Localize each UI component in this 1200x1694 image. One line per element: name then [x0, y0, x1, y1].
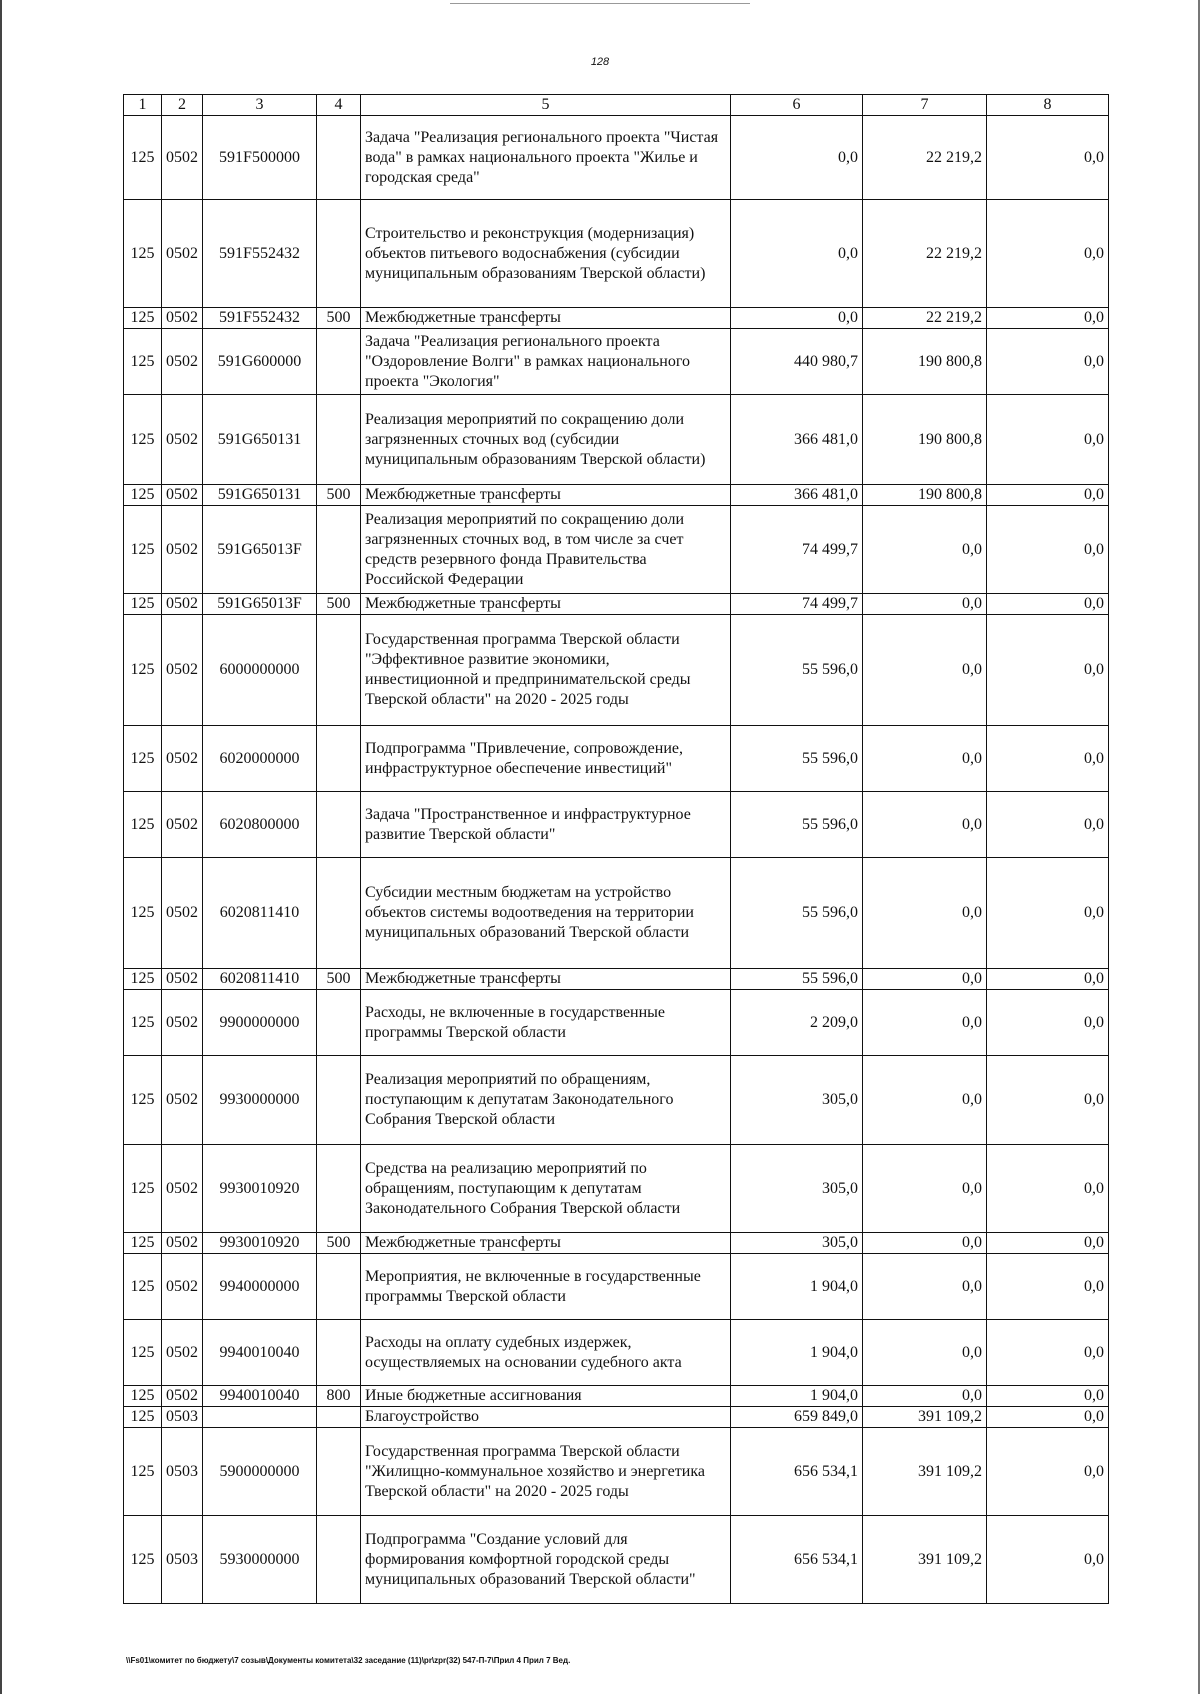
- cell-admin-code: 125: [124, 990, 162, 1056]
- cell-amount-8: 0,0: [987, 990, 1109, 1056]
- cell-amount-7: 0,0: [863, 594, 987, 615]
- cell-amount-7: 0,0: [863, 990, 987, 1056]
- cell-admin-code: 125: [124, 594, 162, 615]
- cell-target-article: 6020800000: [203, 792, 317, 858]
- cell-section-code: 0502: [162, 1386, 203, 1407]
- cell-admin-code: 125: [124, 792, 162, 858]
- cell-description: Задача "Реализация регионального проекта "Оздоровление Волги" в рамках национального проекта "Экология": [361, 329, 731, 395]
- cell-admin-code: 125: [124, 858, 162, 969]
- cell-expense-type: [317, 1516, 361, 1604]
- cell-amount-6: 305,0: [731, 1145, 863, 1233]
- scan-edge-top: [450, 3, 750, 4]
- cell-target-article: 6020811410: [203, 969, 317, 990]
- cell-amount-6: 0,0: [731, 308, 863, 329]
- budget-table: [123, 94, 1109, 1604]
- cell-target-article: 6020000000: [203, 726, 317, 792]
- cell-target-article: 591G600000: [203, 329, 317, 395]
- cell-section-code: 0502: [162, 594, 203, 615]
- cell-admin-code: 125: [124, 395, 162, 485]
- cell-target-article: 591F552432: [203, 308, 317, 329]
- cell-target-article: 591G65013F: [203, 594, 317, 615]
- cell-amount-8: 0,0: [987, 1233, 1109, 1254]
- table-row: [124, 1145, 1109, 1233]
- cell-target-article: 591F500000: [203, 116, 317, 200]
- cell-description: Строительство и реконструкция (модернизация) объектов питьевого водоснабжения (субсидии муниципальным образованиям Тверской области): [361, 200, 731, 308]
- cell-admin-code: 125: [124, 726, 162, 792]
- cell-amount-8: 0,0: [987, 1056, 1109, 1145]
- cell-section-code: 0502: [162, 395, 203, 485]
- cell-amount-7: 0,0: [863, 858, 987, 969]
- table-row: [124, 200, 1109, 308]
- cell-section-code: 0502: [162, 116, 203, 200]
- table-row: [124, 485, 1109, 506]
- cell-description: Мероприятия, не включенные в государственные программы Тверской области: [361, 1254, 731, 1320]
- cell-description: Подпрограмма "Привлечение, сопровождение, инфраструктурное обеспечение инвестиций": [361, 726, 731, 792]
- cell-admin-code: 125: [124, 506, 162, 594]
- table-row: [124, 1056, 1109, 1145]
- cell-admin-code: 125: [124, 615, 162, 726]
- cell-section-code: 0502: [162, 506, 203, 594]
- table-row: [124, 726, 1109, 792]
- cell-section-code: 0502: [162, 200, 203, 308]
- column-header: 6: [731, 95, 863, 116]
- cell-admin-code: 125: [124, 308, 162, 329]
- cell-expense-type: [317, 1407, 361, 1428]
- cell-description: Межбюджетные трансферты: [361, 594, 731, 615]
- cell-amount-6: 305,0: [731, 1056, 863, 1145]
- cell-target-article: 591F552432: [203, 200, 317, 308]
- cell-admin-code: 125: [124, 1386, 162, 1407]
- cell-amount-6: 366 481,0: [731, 485, 863, 506]
- cell-section-code: 0502: [162, 1056, 203, 1145]
- cell-amount-8: 0,0: [987, 395, 1109, 485]
- table-row: [124, 969, 1109, 990]
- cell-expense-type: [317, 1320, 361, 1386]
- cell-target-article: 5900000000: [203, 1428, 317, 1516]
- cell-admin-code: 125: [124, 1233, 162, 1254]
- cell-amount-8: 0,0: [987, 1516, 1109, 1604]
- cell-amount-7: 22 219,2: [863, 308, 987, 329]
- cell-description: Межбюджетные трансферты: [361, 1233, 731, 1254]
- table-header-row: [124, 95, 1109, 116]
- cell-amount-7: 0,0: [863, 1145, 987, 1233]
- footer-file-path: \\Fs01\комитет по бюджету\7 созыв\Документы комитета\32 заседание (11)\pr\zpr(32) 547-П-7\Прил 4 Прил 7 Вед.: [126, 1656, 571, 1665]
- cell-amount-7: 190 800,8: [863, 485, 987, 506]
- cell-amount-8: 0,0: [987, 726, 1109, 792]
- cell-section-code: 0502: [162, 1320, 203, 1386]
- cell-description: Расходы, не включенные в государственные программы Тверской области: [361, 990, 731, 1056]
- cell-expense-type: 500: [317, 1233, 361, 1254]
- cell-section-code: 0502: [162, 1145, 203, 1233]
- table-row: [124, 1407, 1109, 1428]
- cell-description: Реализация мероприятий по сокращению доли загрязненных сточных вод, в том числе за счет средств резервного фонда Правительства Российской Федерации: [361, 506, 731, 594]
- cell-description: Задача "Реализация регионального проекта "Чистая вода" в рамках национального проекта "Жилье и городская среда": [361, 116, 731, 200]
- cell-amount-7: 0,0: [863, 792, 987, 858]
- cell-expense-type: [317, 1428, 361, 1516]
- cell-target-article: 5930000000: [203, 1516, 317, 1604]
- cell-amount-8: 0,0: [987, 1320, 1109, 1386]
- cell-target-article: 6020811410: [203, 858, 317, 969]
- cell-amount-7: 0,0: [863, 1320, 987, 1386]
- cell-admin-code: 125: [124, 485, 162, 506]
- cell-section-code: 0502: [162, 1254, 203, 1320]
- cell-amount-7: 0,0: [863, 1254, 987, 1320]
- cell-amount-8: 0,0: [987, 1407, 1109, 1428]
- cell-expense-type: [317, 990, 361, 1056]
- cell-amount-7: 22 219,2: [863, 116, 987, 200]
- cell-amount-8: 0,0: [987, 116, 1109, 200]
- cell-amount-6: 1 904,0: [731, 1386, 863, 1407]
- cell-target-article: 591G650131: [203, 395, 317, 485]
- cell-amount-7: 391 109,2: [863, 1407, 987, 1428]
- cell-amount-8: 0,0: [987, 969, 1109, 990]
- cell-section-code: 0502: [162, 308, 203, 329]
- cell-amount-8: 0,0: [987, 1386, 1109, 1407]
- cell-amount-6: 366 481,0: [731, 395, 863, 485]
- table-row: [124, 615, 1109, 726]
- cell-section-code: 0502: [162, 990, 203, 1056]
- cell-amount-8: 0,0: [987, 506, 1109, 594]
- cell-description: Расходы на оплату судебных издержек, осуществляемых на основании судебного акта: [361, 1320, 731, 1386]
- cell-expense-type: [317, 1254, 361, 1320]
- table-row: [124, 1254, 1109, 1320]
- table-row: [124, 1386, 1109, 1407]
- cell-target-article: 9900000000: [203, 990, 317, 1056]
- cell-amount-6: 2 209,0: [731, 990, 863, 1056]
- cell-admin-code: 125: [124, 969, 162, 990]
- cell-admin-code: 125: [124, 1254, 162, 1320]
- cell-admin-code: 125: [124, 116, 162, 200]
- cell-expense-type: 500: [317, 594, 361, 615]
- cell-description: Реализация мероприятий по сокращению доли загрязненных сточных вод (субсидии муниципальным образованиям Тверской области): [361, 395, 731, 485]
- cell-section-code: 0503: [162, 1407, 203, 1428]
- cell-admin-code: 125: [124, 200, 162, 308]
- cell-section-code: 0502: [162, 792, 203, 858]
- table-row: [124, 792, 1109, 858]
- cell-amount-6: 656 534,1: [731, 1428, 863, 1516]
- cell-expense-type: [317, 329, 361, 395]
- table-row: [124, 858, 1109, 969]
- cell-expense-type: 500: [317, 308, 361, 329]
- cell-amount-8: 0,0: [987, 858, 1109, 969]
- cell-target-article: 9940010040: [203, 1320, 317, 1386]
- cell-amount-7: 0,0: [863, 506, 987, 594]
- cell-description: Реализация мероприятий по обращениям, поступающим к депутатам Законодательного Собрания Тверской области: [361, 1056, 731, 1145]
- cell-amount-7: 391 109,2: [863, 1516, 987, 1604]
- cell-expense-type: [317, 116, 361, 200]
- cell-section-code: 0502: [162, 485, 203, 506]
- cell-admin-code: 125: [124, 1145, 162, 1233]
- table-row: [124, 116, 1109, 200]
- cell-description: Государственная программа Тверской области "Жилищно-коммунальное хозяйство и энергетика Тверской области" на 2020 - 2025 годы: [361, 1428, 731, 1516]
- cell-expense-type: [317, 395, 361, 485]
- cell-section-code: 0503: [162, 1516, 203, 1604]
- cell-description: Государственная программа Тверской области "Эффективное развитие экономики, инвестиционной и предпринимательской среды Тверской области" на 2020 - 2025 годы: [361, 615, 731, 726]
- cell-amount-6: 305,0: [731, 1233, 863, 1254]
- cell-target-article: 9940010040: [203, 1386, 317, 1407]
- cell-expense-type: [317, 1145, 361, 1233]
- cell-description: Субсидии местным бюджетам на устройство объектов системы водоотведения на территории муниципальных образований Тверской области: [361, 858, 731, 969]
- table-row: [124, 506, 1109, 594]
- cell-amount-6: 659 849,0: [731, 1407, 863, 1428]
- cell-description: Межбюджетные трансферты: [361, 485, 731, 506]
- cell-amount-8: 0,0: [987, 308, 1109, 329]
- cell-amount-7: 22 219,2: [863, 200, 987, 308]
- cell-section-code: 0502: [162, 1233, 203, 1254]
- cell-expense-type: [317, 615, 361, 726]
- table-row: [124, 1233, 1109, 1254]
- table-row: [124, 395, 1109, 485]
- column-header: 1: [124, 95, 162, 116]
- cell-amount-8: 0,0: [987, 200, 1109, 308]
- cell-amount-7: 0,0: [863, 1386, 987, 1407]
- cell-amount-6: 74 499,7: [731, 594, 863, 615]
- table-row: [124, 1428, 1109, 1516]
- cell-expense-type: [317, 506, 361, 594]
- cell-description: Межбюджетные трансферты: [361, 969, 731, 990]
- cell-amount-6: 0,0: [731, 116, 863, 200]
- cell-amount-8: 0,0: [987, 329, 1109, 395]
- cell-amount-6: 55 596,0: [731, 858, 863, 969]
- cell-expense-type: 500: [317, 969, 361, 990]
- cell-amount-6: 656 534,1: [731, 1516, 863, 1604]
- cell-amount-6: 440 980,7: [731, 329, 863, 395]
- cell-description: Межбюджетные трансферты: [361, 308, 731, 329]
- cell-amount-6: 55 596,0: [731, 792, 863, 858]
- cell-target-article: 9930010920: [203, 1233, 317, 1254]
- table-row: [124, 308, 1109, 329]
- cell-amount-6: 55 596,0: [731, 969, 863, 990]
- cell-section-code: 0503: [162, 1428, 203, 1516]
- cell-admin-code: 125: [124, 1320, 162, 1386]
- cell-amount-8: 0,0: [987, 1428, 1109, 1516]
- cell-target-article: 6000000000: [203, 615, 317, 726]
- cell-admin-code: 125: [124, 329, 162, 395]
- cell-description: Задача "Пространственное и инфраструктурное развитие Тверской области": [361, 792, 731, 858]
- column-header: 3: [203, 95, 317, 116]
- cell-admin-code: 125: [124, 1428, 162, 1516]
- cell-amount-7: 190 800,8: [863, 395, 987, 485]
- cell-admin-code: 125: [124, 1056, 162, 1145]
- cell-amount-7: 0,0: [863, 726, 987, 792]
- cell-expense-type: [317, 858, 361, 969]
- table-row: [124, 329, 1109, 395]
- cell-expense-type: [317, 792, 361, 858]
- cell-amount-6: 55 596,0: [731, 615, 863, 726]
- cell-amount-6: 0,0: [731, 200, 863, 308]
- cell-amount-6: 55 596,0: [731, 726, 863, 792]
- table-row: [124, 594, 1109, 615]
- table-row: [124, 1320, 1109, 1386]
- cell-amount-8: 0,0: [987, 1145, 1109, 1233]
- column-header: 7: [863, 95, 987, 116]
- table-row: [124, 1516, 1109, 1604]
- cell-target-article: 591G65013F: [203, 506, 317, 594]
- column-header: 2: [162, 95, 203, 116]
- cell-target-article: 9940000000: [203, 1254, 317, 1320]
- cell-section-code: 0502: [162, 858, 203, 969]
- cell-expense-type: 800: [317, 1386, 361, 1407]
- cell-admin-code: 125: [124, 1516, 162, 1604]
- cell-amount-7: 190 800,8: [863, 329, 987, 395]
- column-header: 8: [987, 95, 1109, 116]
- cell-section-code: 0502: [162, 969, 203, 990]
- cell-target-article: 9930010920: [203, 1145, 317, 1233]
- cell-target-article: [203, 1407, 317, 1428]
- column-header: 5: [361, 95, 731, 116]
- cell-expense-type: [317, 200, 361, 308]
- cell-amount-8: 0,0: [987, 1254, 1109, 1320]
- table-row: [124, 990, 1109, 1056]
- cell-description: Благоустройство: [361, 1407, 731, 1428]
- cell-description: Средства на реализацию мероприятий по обращениям, поступающим к депутатам Законодательного Собрания Тверской области: [361, 1145, 731, 1233]
- cell-expense-type: [317, 1056, 361, 1145]
- cell-section-code: 0502: [162, 329, 203, 395]
- cell-amount-7: 0,0: [863, 1056, 987, 1145]
- cell-description: Подпрограмма "Создание условий для формирования комфортной городской среды муниципальных образований Тверской области": [361, 1516, 731, 1604]
- cell-amount-7: 391 109,2: [863, 1428, 987, 1516]
- page-number: 128: [590, 56, 610, 68]
- cell-section-code: 0502: [162, 726, 203, 792]
- cell-section-code: 0502: [162, 615, 203, 726]
- cell-expense-type: 500: [317, 485, 361, 506]
- cell-target-article: 591G650131: [203, 485, 317, 506]
- column-header: 4: [317, 95, 361, 116]
- cell-amount-8: 0,0: [987, 594, 1109, 615]
- cell-amount-8: 0,0: [987, 615, 1109, 726]
- cell-amount-7: 0,0: [863, 1233, 987, 1254]
- cell-expense-type: [317, 726, 361, 792]
- cell-amount-8: 0,0: [987, 792, 1109, 858]
- cell-amount-6: 74 499,7: [731, 506, 863, 594]
- cell-amount-7: 0,0: [863, 615, 987, 726]
- scan-edge-left: [0, 0, 2, 1694]
- cell-amount-6: 1 904,0: [731, 1320, 863, 1386]
- cell-amount-7: 0,0: [863, 969, 987, 990]
- cell-amount-6: 1 904,0: [731, 1254, 863, 1320]
- cell-description: Иные бюджетные ассигнования: [361, 1386, 731, 1407]
- cell-admin-code: 125: [124, 1407, 162, 1428]
- cell-target-article: 9930000000: [203, 1056, 317, 1145]
- cell-amount-8: 0,0: [987, 485, 1109, 506]
